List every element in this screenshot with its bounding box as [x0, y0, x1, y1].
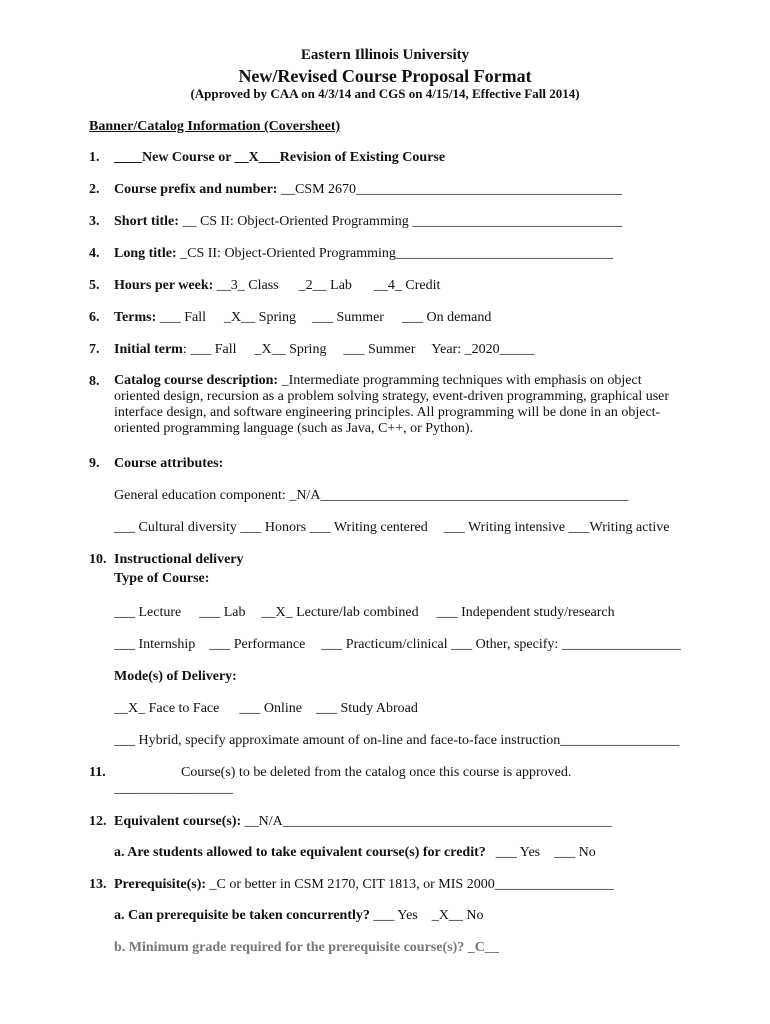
internship: ___ Internship: [114, 637, 196, 652]
description-text: _Intermediate programming techniques with emphasis on object oriented design, recursion as a problem solving strategy, event-driven programming, graphical user interface design, and software engineering principles. All programming will be done in an object-oriented programming language (such as Java, C++, or Python).: [114, 373, 670, 436]
class-hours: __3_ Class: [213, 278, 279, 293]
item-9: [89, 455, 223, 472]
independent-study: ___ Independent study/research: [436, 605, 615, 620]
study-abroad: ___ Study Abroad: [315, 701, 418, 716]
equivalent-credit-question: a. Are students allowed to take equivalent course(s) for credit? ___ Yes ___ No: [114, 845, 596, 860]
item-4: [89, 245, 613, 262]
writing-centered: ___ Writing centered: [309, 520, 428, 535]
lecture-lab-combined: __X_ Lecture/lab combined: [261, 605, 419, 620]
long-title-field: _CS II: Object-Oriented Programming_______________________________: [176, 246, 613, 261]
item-number: 2.: [89, 182, 100, 197]
credit-hours: __4_ Credit: [373, 278, 441, 293]
prerequisites-field: _C or better in CSM 2170, CIT 1813, or MIS 2000_________________: [206, 877, 614, 892]
item-number: 7.: [89, 342, 100, 357]
field-label: Long title:: [114, 246, 177, 261]
term-spring: _X__ Spring: [224, 310, 296, 325]
item-number: 12.: [89, 814, 107, 829]
initial-summer: ___ Summer: [343, 342, 416, 357]
item-number: 4.: [89, 246, 100, 261]
concurrent-no: _X__ No: [431, 908, 484, 923]
type-of-course-label: Type of Course:: [114, 571, 210, 586]
modes-of-delivery-label: Mode(s) of Delivery:: [114, 669, 237, 684]
section-title: Banner/Catalog Information (Coversheet): [89, 119, 341, 134]
field-label: Course attributes:: [114, 456, 224, 471]
course-type-options-1: [114, 604, 615, 621]
deleted-courses-text: Course(s) to be deleted from the catalog once this course is approved.: [181, 765, 572, 780]
item-number: 3.: [89, 214, 100, 229]
course-type-options-2: [114, 636, 681, 653]
equivalent-courses-field: __N/A_______________________________________________: [241, 814, 612, 829]
performance: ___ Performance: [209, 637, 306, 652]
item-2: [89, 181, 622, 198]
equivalent-yes: ___ Yes: [495, 845, 541, 860]
equivalent-no: ___ No: [554, 845, 596, 860]
item-number: 11.: [89, 765, 106, 780]
field-label: Initial term: [114, 342, 183, 357]
item-11: [89, 764, 114, 781]
item-number: 5.: [89, 278, 100, 293]
deleted-courses-line: _________________: [114, 781, 233, 796]
item-number: 6.: [89, 310, 100, 325]
lab-hours: _2__ Lab: [298, 278, 352, 293]
term-summer: ___ Summer: [312, 310, 384, 325]
online: ___ Online: [239, 701, 302, 716]
lecture: ___ Lecture: [114, 605, 182, 620]
field-label: Hours per week:: [114, 278, 214, 293]
field-label: Equivalent course(s):: [114, 814, 242, 829]
field-label: Instructional delivery: [114, 552, 244, 567]
item-5: [89, 277, 440, 294]
document-title: New/Revised Course Proposal Format: [238, 66, 532, 86]
item-10: [89, 551, 244, 568]
item-3: [89, 213, 622, 230]
university-name: Eastern Illinois University: [300, 47, 470, 63]
concurrent-question: a. Can prerequisite be taken concurrently? ___ Yes _X__ No: [114, 908, 484, 923]
other-specify: ___ Other, specify: _________________: [451, 637, 681, 652]
item-number: 8.: [89, 374, 100, 389]
honors: ___ Honors: [240, 520, 307, 535]
lab: ___ Lab: [199, 605, 246, 620]
concurrent-yes: ___ Yes: [373, 908, 418, 923]
course-number-field: __CSM 2670______________________________________: [277, 182, 623, 197]
approval-note: (Approved by CAA on 4/3/14 and CGS on 4/15/14, Effective Fall 2014): [190, 86, 580, 101]
field-label: Short title:: [114, 214, 179, 229]
initial-year: Year: _2020_____: [431, 342, 535, 357]
item-8: [89, 373, 114, 390]
hybrid-option: ___ Hybrid, specify approximate amount of on-line and face-to-face instruction_________________: [114, 733, 680, 748]
item-number: 1.: [89, 150, 100, 165]
course-type-text: ____New Course or __X___Revision of Existing Course: [114, 150, 446, 165]
gen-ed-component: General education component: _N/A____________________________________________: [114, 488, 629, 503]
field-label: Catalog course description:: [114, 373, 279, 388]
catalog-description: [114, 373, 674, 437]
item-1: [89, 149, 445, 166]
item-6: [89, 309, 491, 326]
item-number: 9.: [89, 456, 100, 471]
delivery-options: [114, 700, 418, 717]
cultural-diversity: ___ Cultural diversity: [114, 520, 237, 535]
short-title-field: __ CS II: Object-Oriented Programming ______________________________: [178, 214, 623, 229]
writing-active: ___Writing active: [568, 520, 670, 535]
initial-fall: : ___ Fall: [182, 342, 237, 357]
face-to-face: __X_ Face to Face: [114, 701, 220, 716]
item-number: 13.: [89, 877, 107, 892]
item-7: [89, 341, 535, 358]
field-label: Prerequisite(s):: [114, 877, 207, 892]
practicum-clinical: ___ Practicum/clinical: [321, 637, 448, 652]
initial-spring: _X__ Spring: [254, 342, 327, 357]
field-label: Terms:: [114, 310, 157, 325]
minimum-grade-question: b. Minimum grade required for the prerequisite course(s)? _C__: [114, 940, 499, 955]
term-fall: ___ Fall: [156, 310, 207, 325]
item-13: [89, 876, 614, 893]
attribute-options: [114, 519, 669, 536]
field-label: Course prefix and number:: [114, 182, 278, 197]
item-number: 10.: [89, 552, 107, 567]
item-12: [89, 813, 612, 830]
term-on-demand: ___ On demand: [401, 310, 492, 325]
writing-intensive: ___ Writing intensive: [443, 520, 566, 535]
